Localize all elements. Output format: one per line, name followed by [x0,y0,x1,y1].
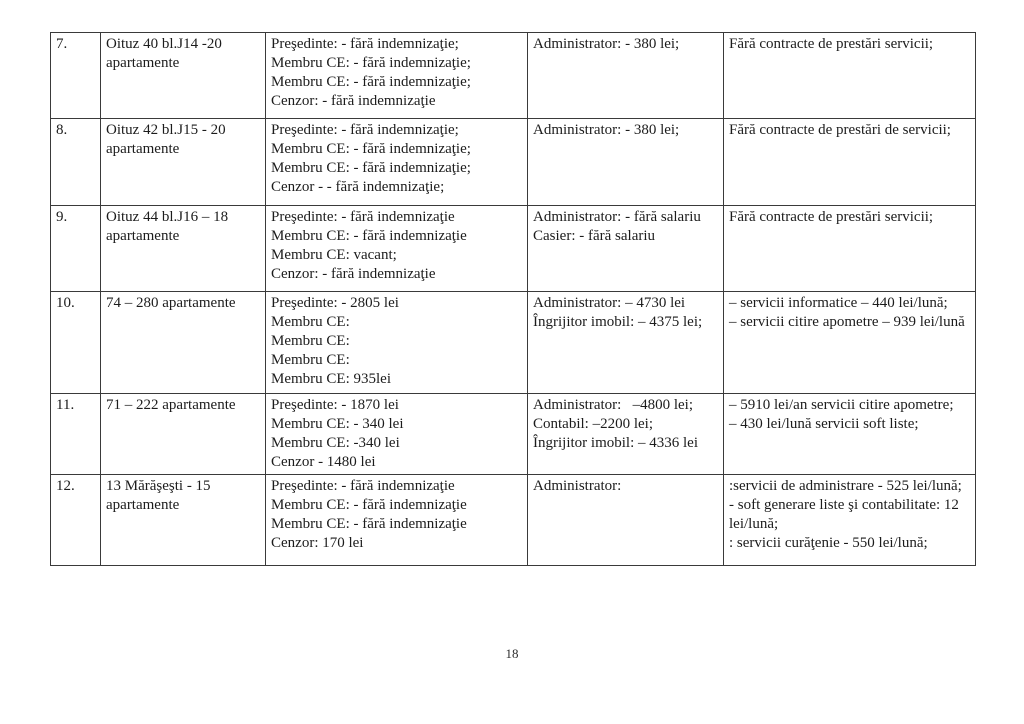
building-name: Oituz 42 bl.J15 - 20 apartamente [106,122,230,157]
committee-line: Membru CE: - fără indemnizaţie; [271,74,471,90]
services-line: Fără contracte de prestări servicii; [729,209,934,225]
table-row [51,292,976,394]
staff-line: Administrator: –4800 lei; [533,397,693,413]
services-line: Fără contracte de prestări servicii; [729,36,934,52]
services-line: Fără contracte de prestări de servicii; [729,122,951,138]
services-cell [724,292,976,394]
building-name: 13 Mărăşeşti - 15 apartamente [106,478,215,513]
staff-cell [528,475,724,566]
building-name: Oituz 44 bl.J16 – 18 apartamente [106,209,232,244]
table-row [51,206,976,292]
administration-table [50,32,976,566]
services-line: – 430 lei/lună servicii soft liste; [729,416,919,432]
staff-line: Administrator: - 380 lei; [533,122,680,138]
committee-line: Membru CE: - fără indemnizaţie [271,516,467,532]
services-line: – 5910 lei/an servicii citire apometre; [729,397,954,413]
services-line: - soft generare liste şi contabilitate: 12 lei/lună; [729,497,963,532]
services-cell [724,33,976,119]
services-line: – servicii citire apometre – 939 lei/lună [729,314,965,330]
staff-cell [528,206,724,292]
services-cell [724,394,976,475]
committee-line: Preşedinte: - 1870 lei [271,397,399,413]
committee-cell [266,394,528,475]
committee-line: Membru CE: - fără indemnizaţie [271,497,467,513]
staff-cell [528,394,724,475]
services-cell [724,119,976,206]
committee-line: Cenzor: - fără indemnizaţie [271,266,436,282]
staff-line: Administrator: – 4730 lei [533,295,686,311]
committee-line: Membru CE: - 340 lei [271,416,404,432]
committee-line: Membru CE: 935lei [271,371,391,387]
staff-cell [528,33,724,119]
committee-line: Membru CE: - fără indemnizaţie; [271,160,471,176]
services-line: :servicii de administrare - 525 lei/lună; [729,478,962,494]
row-number-cell [51,206,101,292]
row-number: 11. [56,397,75,413]
committee-line: Membru CE: [271,352,350,368]
row-number-cell [51,292,101,394]
committee-line: Cenzor - - fără indemnizaţie; [271,179,445,195]
services-cell [724,475,976,566]
staff-line: Administrator: - 380 lei; [533,36,680,52]
committee-line: Membru CE: - fără indemnizaţie; [271,55,471,71]
committee-line: Preşedinte: - 2805 lei [271,295,399,311]
row-number: 7. [56,36,68,52]
committee-line: Cenzor: 170 lei [271,535,364,551]
staff-line: Casier: - fără salariu [533,228,656,244]
services-line: – servicii informatice – 440 lei/lună; [729,295,948,311]
row-number-cell [51,475,101,566]
committee-line: Preşedinte: - fără indemnizaţie [271,478,455,494]
staff-cell [528,119,724,206]
committee-line: Membru CE: [271,333,350,349]
committee-line: Preşedinte: - fără indemnizaţie [271,209,455,225]
building-name: Oituz 40 bl.J14 -20 apartamente [106,36,226,71]
committee-line: Membru CE: - fără indemnizaţie [271,228,467,244]
services-cell [724,206,976,292]
row-number-cell [51,394,101,475]
table-row [51,33,976,119]
committee-line: Cenzor: - fără indemnizaţie [271,93,436,109]
table-row [51,475,976,566]
row-number-cell [51,119,101,206]
committee-line: Preşedinte: - fără indemnizaţie; [271,36,459,52]
committee-line: Membru CE: - fără indemnizaţie; [271,141,471,157]
committee-line: Cenzor - 1480 lei [271,454,376,470]
page-number: 18 [505,646,519,661]
building-cell [101,206,266,292]
row-number: 12. [56,478,75,494]
staff-line: Administrator: - fără salariu [533,209,701,225]
committee-cell [266,206,528,292]
row-number: 10. [56,295,75,311]
building-cell [101,119,266,206]
staff-line: Administrator: [533,478,622,494]
building-name: 74 – 280 apartamente [106,295,236,311]
row-number-cell [51,33,101,119]
staff-line: Contabil: –2200 lei; [533,416,653,432]
table-row [51,119,976,206]
building-cell [101,394,266,475]
staff-cell [528,292,724,394]
committee-cell [266,33,528,119]
staff-line: Îngrijitor imobil: – 4375 lei; [533,314,703,330]
building-cell [101,292,266,394]
committee-cell [266,119,528,206]
committee-line: Membru CE: -340 lei [271,435,400,451]
building-name: 71 – 222 apartamente [106,397,236,413]
staff-line: Îngrijitor imobil: – 4336 lei [533,435,698,451]
services-line: : servicii curăţenie - 550 lei/lună; [729,535,928,551]
building-cell [101,475,266,566]
committee-cell [266,292,528,394]
row-number: 9. [56,209,68,225]
committee-line: Membru CE: [271,314,350,330]
building-cell [101,33,266,119]
table-row [51,394,976,475]
row-number: 8. [56,122,68,138]
committee-line: Membru CE: vacant; [271,247,397,263]
committee-line: Preşedinte: - fără indemnizaţie; [271,122,459,138]
committee-cell [266,475,528,566]
